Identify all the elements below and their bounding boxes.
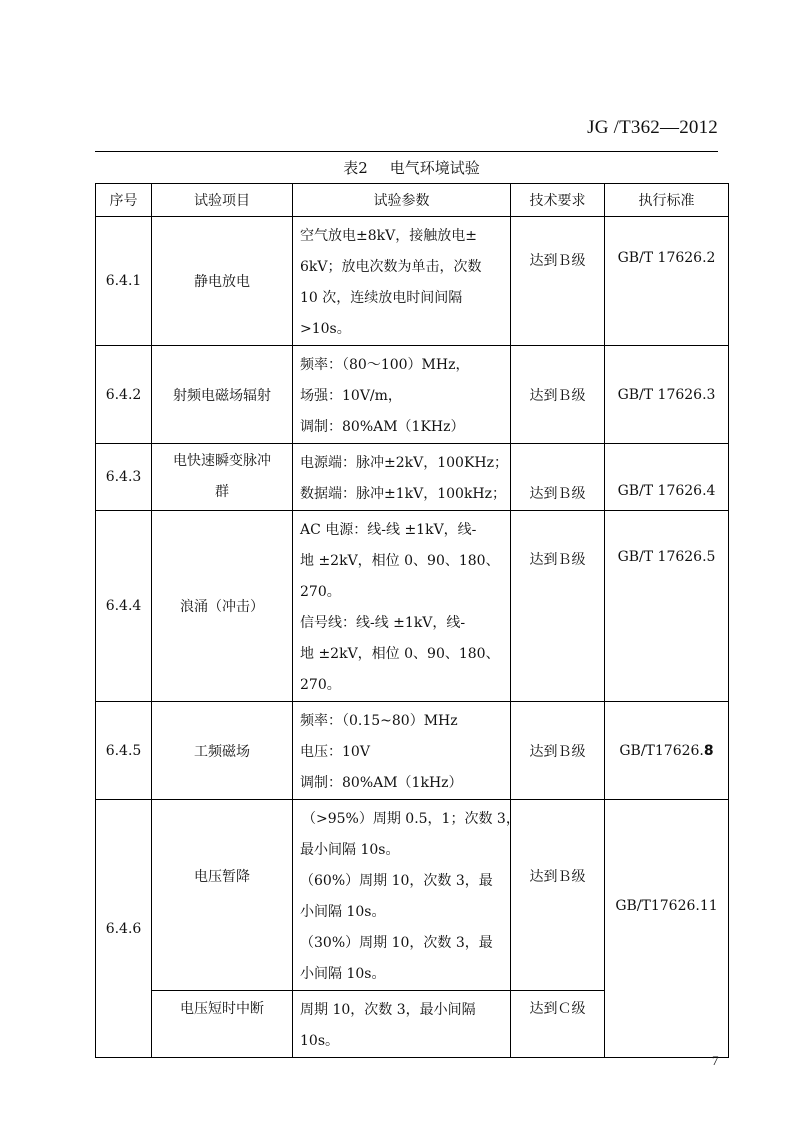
row-num: 6.4.6 [96, 800, 152, 1058]
param-line: 调制：80%AM（1KHz） [300, 419, 465, 435]
row-item: 浪涌（冲击） [152, 511, 293, 702]
param-line: （>95%）周期 0.5，1；次数 3， [302, 811, 520, 827]
row-requirement: 达到Ｂ级 [511, 702, 605, 800]
row-num: 6.4.1 [96, 217, 152, 346]
param-line: 频率：（80～100）MHz， [300, 357, 470, 373]
row-params [293, 511, 511, 702]
row-requirement: 达到Ｂ级 [511, 800, 605, 991]
param-line: 小间隔 10s。 [300, 966, 386, 982]
item-line: 群 [215, 484, 229, 500]
row-requirement: 达到Ｂ级 [511, 346, 605, 444]
param-line: 地 ±2kV，相位 0、90、180、 [300, 553, 500, 569]
standard-prefix: GB/T17626. [619, 742, 704, 759]
param-line: AC 电源：线-线 ±1kV，线- [300, 522, 477, 538]
table-row [96, 800, 729, 991]
col-header-num: 序号 [96, 184, 152, 217]
row-requirement: 达到Ｂ级 [511, 217, 605, 346]
row-num: 6.4.3 [96, 444, 152, 511]
item-line: 电快速瞬变脉冲 [173, 453, 271, 469]
table-row [96, 511, 729, 702]
row-item: 电压短时中断 [152, 991, 293, 1058]
row-requirement: 达到Ｂ级 [511, 511, 605, 702]
page-number: 7 [712, 1053, 719, 1068]
param-line: 信号线：线-线 ±1kV，线- [300, 615, 466, 631]
param-line: 空气放电±8kV，接触放电± [300, 228, 477, 244]
test-table [95, 183, 729, 1058]
row-item: 射频电磁场辐射 [152, 346, 293, 444]
standard-code: JG /T362—2012 [587, 117, 718, 138]
row-params [293, 991, 511, 1058]
table-label: 表2 [343, 159, 368, 177]
param-line: （30%）周期 10，次数 3，最 [300, 935, 493, 951]
row-standard: GB/T 17626.3 [605, 346, 729, 444]
row-standard: GB/T 17626.5 [605, 511, 729, 702]
row-num: 6.4.4 [96, 511, 152, 702]
param-line: 频率：（0.15~80）MHz [300, 713, 458, 729]
row-standard: GB/T 17626.4 [605, 444, 729, 511]
row-item: 静电放电 [152, 217, 293, 346]
row-item: 电压暂降 [152, 800, 293, 991]
col-header-item: 试验项目 [152, 184, 293, 217]
row-requirement: 达到Ｂ级 [511, 444, 605, 511]
param-line: 小间隔 10s。 [300, 904, 386, 920]
param-line: 270。 [300, 677, 341, 693]
param-line: 最小间隔 10s。 [300, 842, 400, 858]
table-name: 电气环境试验 [389, 159, 480, 177]
param-line: 电源端：脉冲±2kV，100KHz； [300, 455, 508, 471]
param-line: >10s。 [300, 321, 351, 337]
row-params [293, 217, 511, 346]
table-row [96, 346, 729, 444]
row-params [293, 702, 511, 800]
row-num: 6.4.5 [96, 702, 152, 800]
param-line: 场强：10V/m， [300, 388, 402, 404]
param-line: 周期 10，次数 3，最小间隔 [300, 1002, 476, 1018]
param-line: 电压：10V [300, 744, 370, 760]
param-line: 地 ±2kV，相位 0、90、180、 [300, 646, 500, 662]
col-header-params: 试验参数 [293, 184, 511, 217]
row-standard: GB/T 17626.2 [605, 217, 729, 346]
row-params [293, 346, 511, 444]
table-header-row [96, 184, 729, 217]
row-item: 工频磁场 [152, 702, 293, 800]
standard-suffix: 8 [703, 742, 714, 759]
row-standard: GB/T17626.11 [605, 800, 729, 1058]
param-line: 数据端：脉冲±1kV，100kHz； [300, 486, 507, 502]
row-standard [605, 702, 729, 800]
table-row [96, 217, 729, 346]
param-line: 6kV；放电次数为单击，次数 [300, 259, 482, 275]
row-params [293, 800, 520, 991]
param-line: 10s。 [300, 1033, 339, 1049]
row-num: 6.4.2 [96, 346, 152, 444]
header-rule [95, 151, 718, 152]
row-params [293, 444, 511, 511]
table-row [96, 444, 729, 511]
table-row [96, 702, 729, 800]
table-title [95, 158, 728, 178]
param-line: 10 次，连续放电时间间隔 [300, 290, 463, 306]
param-line: 调制：80%AM（1kHz） [300, 775, 463, 791]
row-item [152, 444, 293, 511]
col-header-requirement: 技术要求 [511, 184, 605, 217]
col-header-standard: 执行标准 [605, 184, 729, 217]
row-requirement: 达到Ｃ级 [511, 991, 605, 1058]
param-line: 270。 [300, 584, 341, 600]
param-line: （60%）周期 10，次数 3，最 [300, 873, 493, 889]
